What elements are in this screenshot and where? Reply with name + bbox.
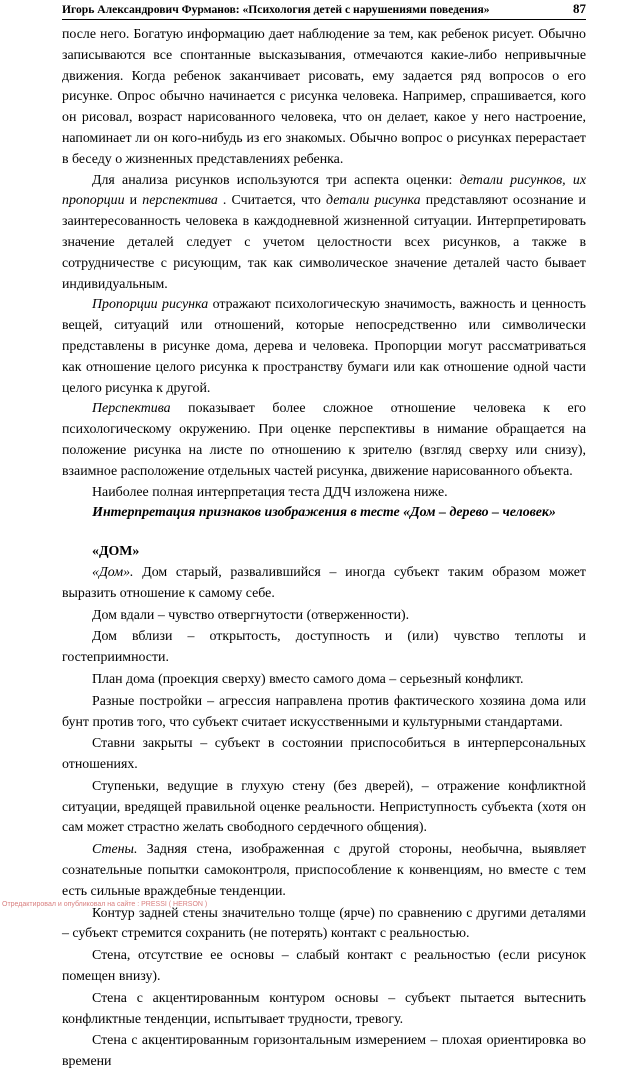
term-house: «Дом». [92,564,134,580]
paragraph: Ступеньки, ведущие в глухую стену (без дверей), – отражение конфликтной ситуации, вредящей правильной оценке реальности. Неприступность субъекта (хотя он сам может страстно желать свободного сердечного общения). [62,778,586,836]
paragraph: Пропорции рисунка отражают психологическую значимость, важность и ценность вещей, ситуаций или отношений, которые непосредственно или символически представлены в рисунке дома, дерева и человека. Пропорции могут рассматриваться как отношение целого рисунка к пространству бумаги или как отношение одной части целого рисунка к другой. [62,297,586,396]
paragraph: Дом вдали – чувство отвергнутости (отверженности). [92,607,410,623]
paragraph: Стены. Задняя стена, изображенная с другой стороны, необычна, выявляет сознательные попытки самоконтроля, приспособление к конвенциям, но вместе с тем есть сильные враждебные тенденции. [62,842,586,899]
paragraph: Стена, отсутствие ее основы – слабый контакт с реальностью (если рисунок помещен внизу). [62,948,586,985]
paragraph: Ставни закрыты – субъект в состоянии приспособиться в интерперсональных отношениях. [62,736,586,773]
paragraph: Для анализа рисунков используются три аспекта оценки: детали рисунков, их пропорции и перспектива . Считается, что детали рисунка представляют осознание и заинтересованность человека в каждодневной жизненной ситуации. Интерпретировать значение деталей следует с учетом целостности всех рисунков, а также в сотрудничестве с рисующим, так как символическое значение деталей часто бывает индивидуальным. [62,172,586,292]
section-title: Интерпретация признаков изображения в тесте «Дом – дерево – человек» [92,505,556,521]
page-header [62,2,586,18]
page-body [62,25,586,1073]
paragraph: Стена с акцентированным горизонтальным измерением – плохая ориентировка во времени [62,1033,586,1070]
term-proportions: Пропорции рисунка [92,297,209,313]
term-perspective-2: Перспектива [92,401,171,417]
paragraph: «Дом». Дом старый, развалившийся – иногда субъект таким образом может выразить отношение к самому себе. [62,564,586,601]
term-drawing-details: детали рисунка [326,193,421,209]
paragraph: Дом вблизи – открытость, доступность и (или) чувство теплоты и гостеприимности. [62,629,586,666]
header-rule [62,19,586,20]
running-title: Игорь Александрович Фурманов: «Психология детей с нарушениями поведения» [62,3,490,16]
paragraph: Стена с акцентированным контуром основы – субъект пытается вытеснить конфликтные тенденции, испытывает трудности, тревогу. [62,990,586,1027]
term-walls: Стены. [92,842,138,858]
paragraph: Контур задней стены значительно толще (ярче) по сравнению с другими деталями – субъект стремится сохранить (не потерять) контакт с реальностью. [62,905,586,942]
page-number: 87 [573,1,586,16]
paragraph: после него. Богатую информацию дает наблюдение за тем, как ребенок рисует. Обычно записываются все спонтанные высказывания, отмечаются какие-либо непривычные движения. Когда ребенок заканчивает рисовать, ему задается ряд вопросов о его рисунке. Опрос обычно начинается с рисунка человека. Например, спрашивается, кого он рисовал, возраст нарисованного человека, что он делает, какое у него настроение, напоминает ли он кого-нибудь из его знакомых. Обычно вопрос о рисунках перерастает в беседу о жизненных представлениях ребенка. [62,27,586,167]
footer-watermark: Отредактировал и опубликовал на сайте : PRESSI ( HERSON ) [2,901,208,908]
subsection-heading: «ДОМ» [92,544,140,560]
paragraph: Разные постройки – агрессия направлена против фактического хозяина дома или бунт против того, что субъект считает искусственными и культурными стандартами. [62,693,586,730]
term-details: детали рисунков, их пропорции [62,172,586,209]
paragraph: План дома (проекция сверху) вместо самого дома – серьезный конфликт. [92,671,524,687]
paragraph: Наиболее полная интерпретация теста ДДЧ изложена ниже. [92,484,448,500]
term-perspective: перспектива [142,193,218,209]
paragraph: Перспектива показывает более сложное отношение человека к его психологическому окружению. При оценке перспективы в нимание обращается на положение рисунка на листе по отношению к зрителю (взгляд сверху или снизу), взаимное расположение отдельных частей рисунка, движение нарисованного объекта. [62,401,586,479]
